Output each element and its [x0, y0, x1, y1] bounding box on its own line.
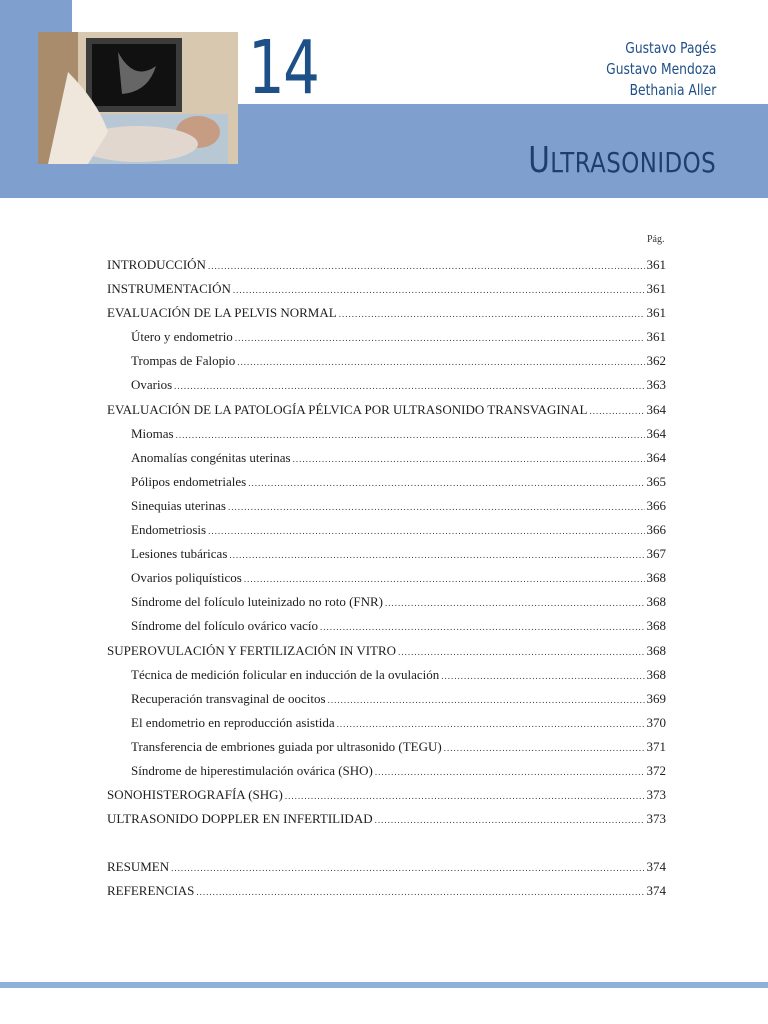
toc-entry-page: 368 — [646, 618, 666, 634]
toc-entry-page: 371 — [646, 738, 666, 754]
footer-rule — [0, 982, 768, 988]
toc-entry-title: Síndrome del folículo luteinizado no roto (FNR) — [131, 594, 384, 610]
toc-entry[interactable] — [107, 666, 666, 690]
toc-entry-page: 373 — [646, 811, 666, 827]
toc-entry-title: Técnica de medición folicular en inducción de la ovulación — [131, 666, 440, 682]
toc-entry-page: 364 — [646, 401, 666, 417]
toc-entry-title: SONOHISTEROGRAFÍA (SHG) — [107, 787, 283, 803]
toc-entry-title: Síndrome de hiperestimulación ovárica (SHO) — [131, 762, 373, 778]
toc-entry[interactable] — [107, 401, 666, 425]
toc-leader-dots — [398, 643, 644, 661]
toc-leader-dots — [293, 450, 645, 468]
toc-entry[interactable] — [107, 497, 666, 521]
toc-entry[interactable] — [107, 256, 666, 280]
toc-entry[interactable] — [107, 376, 666, 400]
toc-entry-title: Recuperación transvaginal de oocitos — [131, 690, 326, 706]
toc-entry-page: 374 — [646, 883, 666, 899]
toc-entry-title: Transferencia de embriones guiada por ultrasonido (TEGU) — [131, 738, 442, 754]
toc-entry-page: 368 — [646, 570, 666, 586]
toc-leader-dots — [233, 281, 645, 299]
toc-entry-title: Útero y endometrio — [131, 329, 233, 345]
toc-entry-title: INSTRUMENTACIÓN — [107, 281, 231, 297]
toc-leader-dots — [208, 522, 644, 540]
toc-entry-page: 365 — [646, 473, 666, 489]
toc-entry-page: 363 — [646, 377, 666, 393]
toc-entry-title: Endometriosis — [131, 522, 207, 538]
toc-entry[interactable] — [107, 352, 666, 376]
toc-entry-page: 361 — [646, 257, 666, 272]
toc-entry-title: Anomalías congénitas uterinas — [131, 449, 291, 465]
toc-leader-dots — [176, 426, 645, 444]
author-name: Gustavo Mendoza — [605, 60, 716, 78]
toc-entry-title: EVALUACIÓN DE LA PELVIS NORMAL — [107, 305, 337, 321]
author-list — [582, 38, 716, 101]
toc-leader-dots — [208, 257, 645, 275]
toc-entry-page: 368 — [646, 594, 666, 610]
toc-leader-dots — [320, 618, 644, 636]
toc-entry[interactable] — [107, 569, 666, 593]
toc-entry-title: Ovarios poliquísticos — [131, 570, 242, 586]
toc-leader-dots — [337, 715, 645, 733]
toc-leader-dots — [171, 859, 644, 877]
toc-entry[interactable] — [107, 545, 666, 569]
toc-leader-dots — [235, 329, 645, 347]
toc-entry-page: 366 — [646, 497, 666, 513]
toc-entry[interactable] — [107, 786, 666, 810]
toc-entry-title: RESUMEN — [107, 859, 170, 875]
toc-entry-page: 373 — [646, 787, 666, 803]
toc-entry-page: 368 — [646, 666, 666, 682]
toc-entry-page: 372 — [646, 762, 666, 778]
toc-entry-page: 366 — [646, 522, 666, 538]
toc-leader-dots — [229, 546, 644, 564]
ultrasound-exam-photo — [38, 32, 238, 164]
toc-leader-dots — [589, 402, 644, 420]
toc-entry-page: 364 — [646, 449, 666, 465]
chapter-number: 14 — [248, 25, 319, 111]
toc-entry-page: 362 — [646, 353, 666, 369]
toc-entry-page: 370 — [646, 714, 666, 730]
author-name: Gustavo Pagés — [624, 39, 716, 57]
toc-entry-title: Lesiones tubáricas — [131, 546, 228, 562]
toc-leader-dots — [244, 570, 645, 588]
toc-leader-dots — [328, 691, 645, 709]
toc-entry-page: 361 — [646, 305, 666, 321]
toc-leader-dots — [228, 498, 645, 516]
toc-entry-title: Trompas de Falopio — [131, 353, 236, 369]
toc-entry[interactable] — [107, 858, 666, 882]
toc-leader-dots — [375, 811, 645, 829]
toc-entry-title: Miomas — [131, 425, 174, 441]
table-of-contents — [107, 256, 666, 906]
chapter-title-initial: U — [528, 140, 551, 181]
toc-entry[interactable] — [107, 617, 666, 641]
toc-entry-page: 368 — [646, 642, 666, 658]
toc-entry[interactable] — [107, 280, 666, 304]
toc-entry-title: INTRODUCCIÓN — [107, 257, 206, 272]
toc-entry-title: Síndrome del folículo ovárico vacío — [131, 618, 319, 634]
toc-entry[interactable] — [107, 593, 666, 617]
author-name: Bethania Aller — [629, 81, 716, 99]
chapter-title-rest: LTRASONIDOS — [550, 146, 716, 179]
toc-entry-page: 369 — [646, 690, 666, 706]
toc-entry[interactable] — [107, 810, 666, 834]
toc-leader-dots — [237, 353, 644, 371]
toc-entry[interactable] — [107, 328, 666, 352]
toc-entry[interactable] — [107, 690, 666, 714]
toc-leader-dots — [375, 763, 645, 781]
toc-entry-page: 367 — [646, 546, 666, 562]
toc-entry-title: Pólipos endometriales — [131, 473, 247, 489]
toc-entry-title: EVALUACIÓN DE LA PATOLOGÍA PÉLVICA POR ULTRASONIDO TRANSVAGINAL — [107, 401, 588, 417]
toc-entry-title: REFERENCIAS — [107, 883, 195, 899]
toc-entry[interactable] — [107, 304, 666, 328]
toc-entry[interactable] — [107, 714, 666, 738]
toc-entry-title: Ovarios — [131, 377, 173, 393]
toc-entry-page: 361 — [646, 329, 666, 345]
toc-entry[interactable] — [107, 449, 666, 473]
toc-entry[interactable] — [107, 882, 666, 906]
toc-entry[interactable] — [107, 425, 666, 449]
toc-entry-page: 361 — [646, 281, 666, 297]
toc-entry[interactable] — [107, 521, 666, 545]
toc-leader-dots — [285, 787, 645, 805]
toc-entry[interactable] — [107, 473, 666, 497]
toc-entry-title: ULTRASONIDO DOPPLER EN INFERTILIDAD — [107, 811, 373, 827]
toc-leader-dots — [385, 594, 644, 612]
toc-entry-page: 374 — [646, 859, 666, 875]
toc-entry-title: Sinequias uterinas — [131, 497, 226, 513]
page-column-label: Pág. — [647, 234, 665, 245]
toc-leader-dots — [339, 305, 645, 323]
chapter-title — [487, 140, 716, 181]
toc-entry[interactable] — [107, 762, 666, 786]
toc-leader-dots — [174, 377, 644, 395]
toc-entry-title: SUPEROVULACIÓN Y FERTILIZACIÓN IN VITRO — [107, 642, 397, 658]
toc-leader-dots — [248, 474, 644, 492]
toc-entry-title: El endometrio en reproducción asistida — [131, 714, 335, 730]
toc-entry[interactable] — [107, 642, 666, 666]
toc-leader-dots — [196, 883, 644, 901]
toc-entry-page: 364 — [646, 425, 666, 441]
toc-leader-dots — [441, 667, 644, 685]
toc-leader-dots — [444, 739, 645, 757]
toc-entry[interactable] — [107, 738, 666, 762]
